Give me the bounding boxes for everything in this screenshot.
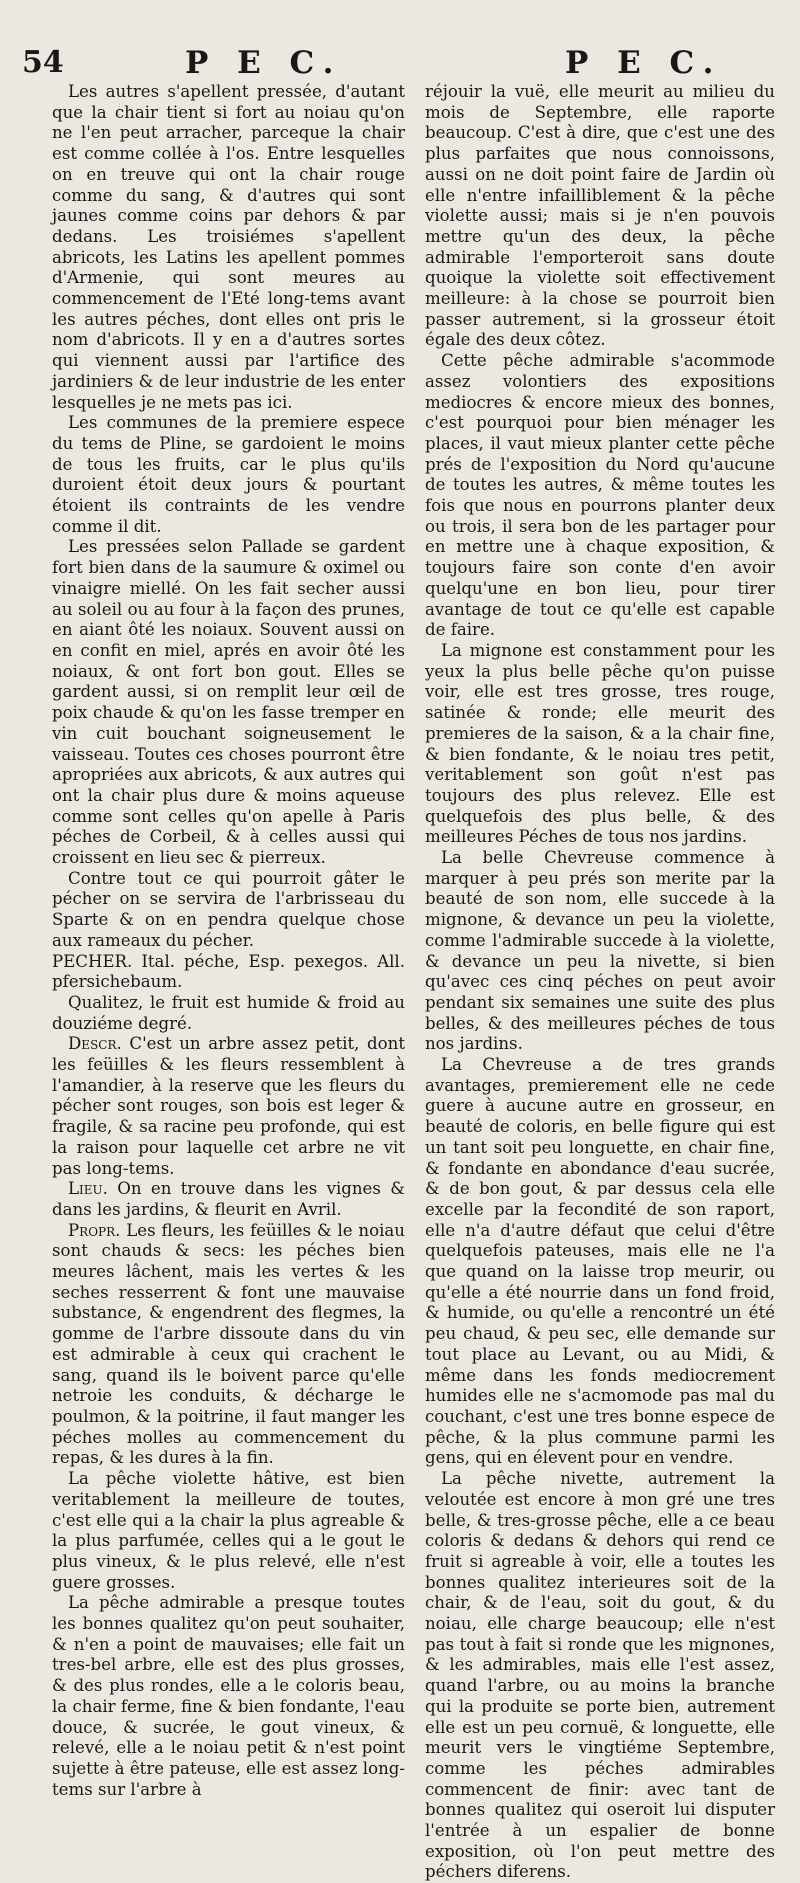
paragraph-text: Contre tout ce qui pourroit gâter le pécher on se servira de l'arbrisseau du Sparte & on en pendra quelque chose aux rameaux du pécher. [52,868,405,950]
running-head-left: P E C. [185,45,343,81]
paragraph-label: PECHER. [52,951,133,971]
paragraph [52,1179,405,1220]
paragraph [52,1034,405,1179]
paragraph-text: Les autres s'apellent pressée, d'autant que la chair tient si fort au noiau qu'on ne l'en peut arracher, parceque la chair est comme collée à l'os. Entre lesquelles on en treuve qui ont la chair rouge comme du sang, & d'autres qui sont jaunes comme coins par dehors & par dedans. Les troisiémes s'apellent abricots, les Latins les apellent pommes d'Armenie, qui sont meures au commencement de l'Eté long-tems avant les autres péches, dont elles ont pris le nom d'abricots. Il y en a d'autres sortes qui viennent aussi par l'artifice des jardiniers & de leur industrie de les enter lesquelles je ne mets pas ici. [52,82,405,412]
paragraph-text: Les pressées selon Pallade se gardent fort bien dans de la saumure & oximel ou vinaigre miellé. On les fait secher aussi au soleil ou au four à la façon des prunes, en aiant ôté les noiaux. Souvent aussi on en confit en miel, aprés en avoir ôté les noiaux, & ont fort bon gout. Elles se gardent aussi, si on remplit leur œil de poix chaude & qu'on les fasse tremper en vin cuit bouchant soigneusement le vaisseau. Toutes ces choses pourront être apropriées aux abricots, & aux autres qui ont la chair plus dure & moins aqueuse comme sont celles qu'on apelle à Paris péches de Corbeil, & à celles aussi qui croissent en lieu sec & pierreux. [52,537,405,868]
paragraph-text: Les communes de la premiere espece du tems de Pline, se gardoient le moins de tous les fruits, car le plus qu'ils duroient étoit deux jours & pourtant étoient ils contraints de les vendre comme il dit. [52,413,405,536]
paragraph-text: Ital. péche, Esp. pexegos. All. pfersichebaum. [52,951,405,992]
right-column [425,82,775,1883]
paragraph-text: La belle Chevreuse commence à marquer à peu prés son merite par la beauté de son nom, elle succede à la mignone, & devance un peu la violette, comme l'admirable succede à la violette, & devance un peu la nivette, si bien qu'avec ces cinq péches on peut avoir pendant six semaines une suite des plus belles, & des meilleures péches de tous nos jardins. [425,848,775,1054]
paragraph-label: Lieu. [68,1179,108,1199]
paragraph-text: La Chevreuse a de tres grands avantages, premierement elle ne cede guere à aucune autre en grosseur, en beauté de coloris, en belle figure qui est un tant soit peu longuette, en chair fine, & fondante en abondance d'eau sucrée, & de bon gout, & par dessus cela elle excelle par la fecondité de son raport, elle n'a d'autre défaut que celui d'être quelquefois pateuses, mais elle ne l'a que quand on la laisse trop meurir, ou qu'elle a été nourrie dans un fond froid, & humide, ou qu'elle a rencontré un été peu chaud, & peu sec, elle demande sur tout place au Levant, ou au Midi, & même dans les fonds mediocrement humides elle ne s'acmomode pas mal du couchant, c'est une tres bonne espece de pêche, & la plus commune parmi les gens, qui en élevent pour en vendre. [425,1055,775,1468]
left-column [52,82,405,1800]
paragraph [425,82,775,351]
paragraph [52,993,405,1034]
paragraph-text: On en trouve dans les vignes & dans les jardins, & fleurit en Avril. [52,1179,405,1219]
paragraph [425,1469,775,1883]
paragraph-text: réjouir la vuë, elle meurit au milieu du mois de Septembre, elle raporte beaucoup. C'est à dire, que c'est une des plus parfaites que nous connoissons, aussi on ne doit point faire de Jardin où elle n'entre infailliblement & la pêche violette aussi; mais si je n'en pouvois mettre qu'un des deux, la pêche admirable l'emporteroit sans doute quoique la violette soit effectivement meilleure: à la chose se pourroit bien passer autrement, si la grosseur étoit égale des deux côtez. [425,82,775,350]
paragraph-text: Qualitez, le fruit est humide & froid au douziéme degré. [52,992,405,1033]
paragraph [52,537,405,868]
paragraph [52,82,405,413]
paragraph [425,848,775,1055]
paragraph-text: La pêche nivette, autrement la veloutée est encore à mon gré une tres belle, & tres-grosse pêche, elle a ce beau coloris & dedans & dehors qui rend ce fruit si agreable à voir, elle a toutes les bonnes qualitez interieures soit de la chair, & de l'eau, soit du gout, & du noiau, elle charge beaucoup; elle n'est pas tout à fait si ronde que les mignones, & les admirables, mais elle l'est assez, quand l'arbre, ou au moins la branche qui la produite se porte bien, autrement elle est un peu cornuë, & longuette, elle meurit vers le vingtiéme Septembre, comme les péches admirables commencent de finir: avec tant de bonnes qualitez qui oseroit lui disputer l'entrée à un espalier de bonne exposition, où l'on peut mettre des péchers diferens. [425,1469,775,1882]
paragraph [52,413,405,537]
paragraph [52,1469,405,1593]
paragraph [425,1055,775,1469]
paragraph-label: Propr. [68,1220,121,1240]
paragraph-text: La mignone est constamment pour les yeux la plus belle pêche qu'on puisse voir, elle est tres grosse, tres rouge, satinée & ronde; elle meurit des premieres de la saison, & a la chair fine, & bien fondante, & le noiau tres petit, veritablement son goût n'est pas toujours des plus relevez. Elle est quelquefois des plus belle, & des meilleures Péches de tous nos jardins. [425,640,775,847]
paragraph-text: La pêche admirable a presque toutes les bonnes qualitez qu'on peut souhaiter, & n'en a point de mauvaises; elle fait un tres-bel arbre, elle est des plus grosses, & des plus rondes, elle a le coloris beau, la chair ferme, fine & bien fondante, l'eau douce, & sucrée, le gout vineux, & relevé, elle a le noiau petit & n'est point sujette à être pateuse, elle est assez long-tems sur l'arbre à [52,1593,405,1799]
page-number: 54 [22,45,64,80]
paragraph-text: C'est un arbre assez petit, dont les feüilles & les fleurs ressemblent à l'amandier, à la reserve que les fleurs du pécher sont rouges, son bois est leger & fragile, & sa racine peu profonde, qui est la raison pour laquelle cet arbre ne vit pas long-tems. [52,1034,405,1178]
paragraph [52,1221,405,1469]
running-head-right: P E C. [565,45,723,81]
paragraph-text: La pêche violette hâtive, est bien veritablement la meilleure de toutes, c'est elle qui a la chair la plus agreable & la plus parfumée, celles qui a le gout le plus vineux, & le plus relevé, elle n'est guere grosses. [52,1469,405,1592]
paragraph [52,952,405,993]
paragraph-label: Descr. [68,1034,122,1054]
paragraph-text: Les fleurs, les feüilles & le noiau sont chauds & secs: les péches bien meures lâchent, mais les vertes & les seches resserrent & font une mauvaise substance, & engendrent des flegmes, la gomme de l'arbre dissoute dans du vin est admirable à ceux qui crachent le sang, quand ils le boivent parce qu'elle netroie les conduits, & décharge le poulmon, & la poitrine, il faut manger les péches molles au commencement du repas, & les dures à la fin. [52,1220,405,1468]
paragraph-text: Cette pêche admirable s'acommode assez volontiers des expositions mediocres & encore mieux des bonnes, c'est pourquoi pour bien ménager les places, il vaut mieux planter cette pêche prés de l'exposition du Nord qu'aucune de toutes les autres, & même toutes les fois que nous en pourrons planter deux ou trois, il sera bon de les partager pour en mettre une à chaque exposition, & toujours faire son conte d'en avoir quelqu'une en bon lieu, pour tirer avantage de tout ce qu'elle est capable de faire. [425,351,775,640]
paragraph [52,869,405,952]
paragraph [52,1593,405,1800]
paragraph [425,641,775,848]
paragraph [425,351,775,641]
